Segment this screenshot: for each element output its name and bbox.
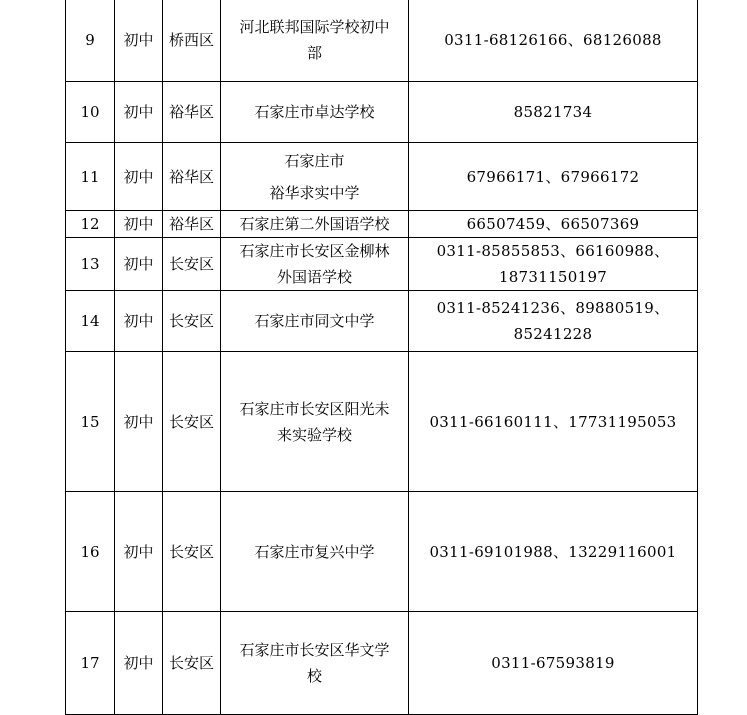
row-number: 10 [66,82,115,143]
phone-line: 0311-85241236、89880519、 [436,299,670,317]
school-level: 初中 [115,291,163,352]
phone-numbers [409,291,698,352]
table-row [66,612,698,715]
school-name-line: 石家庄市卓达学校 [254,103,375,121]
school-name [221,238,409,291]
phone-numbers [409,612,698,715]
school-contact-table [65,0,698,715]
table-row [66,238,698,291]
phone-line: 0311-85855853、66160988、 [436,242,670,260]
table-body [66,0,698,715]
phone-numbers [409,238,698,291]
school-name [221,612,409,715]
table-row [66,492,698,612]
table-row [66,352,698,492]
row-number: 15 [66,352,115,492]
district: 长安区 [163,291,221,352]
school-name-line: 部 [306,44,322,62]
district: 长安区 [163,492,221,612]
school-level: 初中 [115,143,163,211]
school-name [221,352,409,492]
school-name-line: 校 [306,667,322,685]
school-name-line: 石家庄市 [284,151,345,170]
school-name-line: 石家庄市长安区阳光未 [239,399,390,418]
phone-line: 0311-66160111、17731195053 [429,412,677,431]
table-row [66,0,698,82]
phone-line: 66507459、66507369 [466,215,640,233]
school-level: 初中 [115,82,163,143]
phone-line: 85821734 [513,103,593,121]
phone-line: 0311-67593819 [491,654,615,672]
phone-line: 85241228 [513,325,593,343]
school-name-line: 河北联邦国际学校初中 [239,18,390,36]
school-level: 初中 [115,612,163,715]
phone-numbers [409,82,698,143]
phone-numbers [409,211,698,238]
school-name [221,211,409,238]
row-number: 13 [66,238,115,291]
school-level: 初中 [115,211,163,238]
row-number: 17 [66,612,115,715]
phone-numbers [409,0,698,82]
district: 长安区 [163,352,221,492]
phone-line: 67966171、67966172 [466,167,640,186]
school-level: 初中 [115,352,163,492]
school-name-line: 来实验学校 [276,425,352,444]
row-number: 12 [66,211,115,238]
phone-line: 18731150197 [498,268,608,286]
school-name-line: 石家庄市复兴中学 [254,542,375,561]
school-name-line: 外国语学校 [276,268,352,286]
district: 裕华区 [163,143,221,211]
row-number: 16 [66,492,115,612]
school-level: 初中 [115,492,163,612]
phone-numbers [409,492,698,612]
district: 长安区 [163,238,221,291]
row-number: 14 [66,291,115,352]
district: 裕华区 [163,211,221,238]
table-row [66,143,698,211]
school-name-line: 裕华求实中学 [269,183,360,202]
school-level: 初中 [115,0,163,82]
district: 桥西区 [163,0,221,82]
school-name [221,291,409,352]
school-name-line: 石家庄第二外国语学校 [239,215,390,233]
school-name [221,0,409,82]
school-name-line: 石家庄市同文中学 [254,312,375,330]
school-name [221,82,409,143]
school-name-line: 石家庄市长安区华文学 [239,641,390,659]
school-name-line: 石家庄市长安区金柳林 [239,242,390,260]
phone-numbers [409,352,698,492]
phone-numbers [409,143,698,211]
table-row [66,211,698,238]
district: 裕华区 [163,82,221,143]
table-row [66,82,698,143]
row-number: 11 [66,143,115,211]
table-row [66,291,698,352]
school-level: 初中 [115,238,163,291]
row-number: 9 [66,0,115,82]
school-name [221,492,409,612]
phone-line: 0311-69101988、13229116001 [429,542,677,561]
school-name [221,143,409,211]
phone-line: 0311-68126166、68126088 [444,31,662,49]
district: 长安区 [163,612,221,715]
